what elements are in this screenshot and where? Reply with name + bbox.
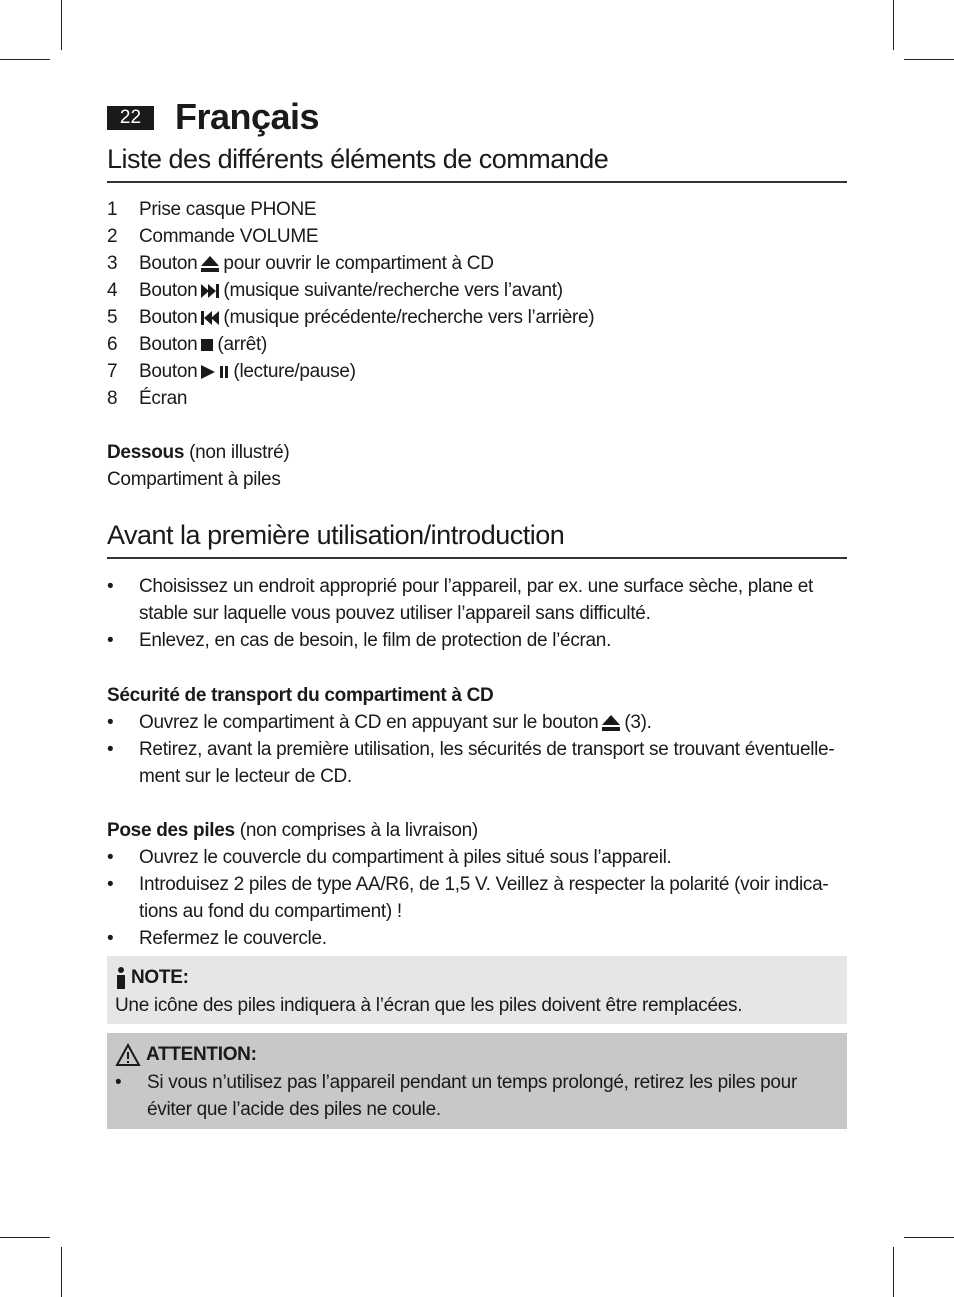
item-prefix: Bouton [139,334,198,355]
item-text: pour ouvrir le compartiment à CD [223,253,494,274]
list-item [107,358,594,385]
item-number: 2 [107,226,118,247]
batteries-heading: Pose des piles [107,820,235,841]
item-text: (musique suivante/recherche vers l’avant) [223,280,563,301]
list-item [107,844,847,871]
intro-bullets [107,573,847,654]
list-item [107,223,594,250]
item-text: (arrêt) [217,334,268,355]
bullet-icon: • [107,630,114,651]
item-number: 8 [107,388,118,409]
item-number: 1 [107,199,118,220]
transport-block [107,682,847,790]
list-item [115,1069,835,1123]
bullet-icon: • [107,874,114,895]
bullet-text: Ouvrez le couvercle du compartiment à piles situé sous l’appareil. [139,847,672,868]
bullet-icon: • [107,712,114,733]
crop-mark [893,0,894,50]
list-item [107,331,594,358]
list-item [107,277,594,304]
underside-label: Dessous [107,442,185,463]
item-text: Prise casque PHONE [139,199,317,220]
bullet-text: Retirez, avant la première utilisation, les sécurités de transport se trouvant éventuelle-ment sur le lecteur de CD. [139,739,835,787]
underside-block [107,439,289,493]
item-number: 5 [107,307,118,328]
transport-heading: Sécurité de transport du compartiment à CD [107,685,494,706]
controls-section [107,144,847,183]
underside-note: (non illustré) [189,442,290,463]
list-item [107,709,847,736]
attention-box [107,1033,847,1129]
underside-item: Compartiment à piles [107,469,281,490]
item-text: Écran [139,388,188,409]
item-text: Commande VOLUME [139,226,319,247]
bullet-text: (3). [624,712,652,733]
play-pause-icon [200,358,230,385]
list-item [107,385,594,412]
stop-icon [200,331,214,358]
bullet-text: Ouvrez le compartiment à CD en appuyant sur le bouton [139,712,599,733]
page-number: 22 [107,106,154,130]
crop-mark [0,59,50,60]
bullet-icon: • [115,1072,122,1093]
crop-mark [61,1247,62,1297]
list-item [107,250,594,277]
item-number: 7 [107,361,118,382]
info-icon [115,966,127,990]
skip-back-icon [200,304,220,331]
warning-icon [115,1043,141,1067]
intro-section [107,520,847,559]
page-content [107,96,847,1120]
bullet-icon: • [107,928,114,949]
bullet-icon: • [107,576,114,597]
language-title: Français [175,96,320,137]
bullet-text: Introduisez 2 piles de type AA/R6, de 1,5 V. Veillez à respecter la polarité (voir indica-tions au fond du compartiment) ! [139,874,829,922]
crop-mark [61,0,62,50]
batteries-note: (non comprises à la livraison) [239,820,478,841]
bullet-text: Enlevez, en cas de besoin, le film de protection de l’écran. [139,630,612,651]
note-label: NOTE: [131,967,189,988]
controls-list [107,196,594,412]
bullet-text: Refermez le couvercle. [139,928,327,949]
item-prefix: Bouton [139,280,198,301]
item-text: (musique précédente/recherche vers l’arrière) [223,307,595,328]
list-item [107,304,594,331]
item-text: (lecture/pause) [233,361,356,382]
controls-heading: Liste des différents éléments de commande [107,144,847,183]
item-number: 4 [107,280,118,301]
bullet-text: Choisissez un endroit approprié pour l’appareil, par ex. une surface sèche, plane et stable sur laquelle vous pouvez utiliser l’appareil sans difficulté. [139,576,813,624]
batteries-block [107,817,847,952]
item-number: 6 [107,334,118,355]
item-number: 3 [107,253,118,274]
list-item [107,925,847,952]
attention-label: ATTENTION: [146,1044,257,1065]
crop-mark [893,1247,894,1297]
list-item [107,736,847,790]
list-item [107,871,847,925]
bullet-icon: • [107,739,114,760]
list-item [107,627,847,654]
skip-forward-icon [200,277,220,304]
page-header [107,98,847,138]
bullet-icon: • [107,847,114,868]
note-text: Une icône des piles indiquera à l’écran que les piles doivent être remplacées. [115,995,743,1016]
crop-mark [0,1237,50,1238]
list-item [107,573,847,627]
intro-heading: Avant la première utilisation/introduction [107,520,847,559]
item-prefix: Bouton [139,253,198,274]
crop-mark [904,1237,954,1238]
note-box [107,956,847,1024]
list-item [107,196,594,223]
crop-mark [904,59,954,60]
item-prefix: Bouton [139,361,198,382]
item-prefix: Bouton [139,307,198,328]
eject-icon [601,714,621,732]
bullet-text: Si vous n’utilisez pas l’appareil pendant un temps prolongé, retirez les piles pour éviter que l’acide des piles ne coule. [147,1072,797,1120]
eject-icon [200,250,220,277]
